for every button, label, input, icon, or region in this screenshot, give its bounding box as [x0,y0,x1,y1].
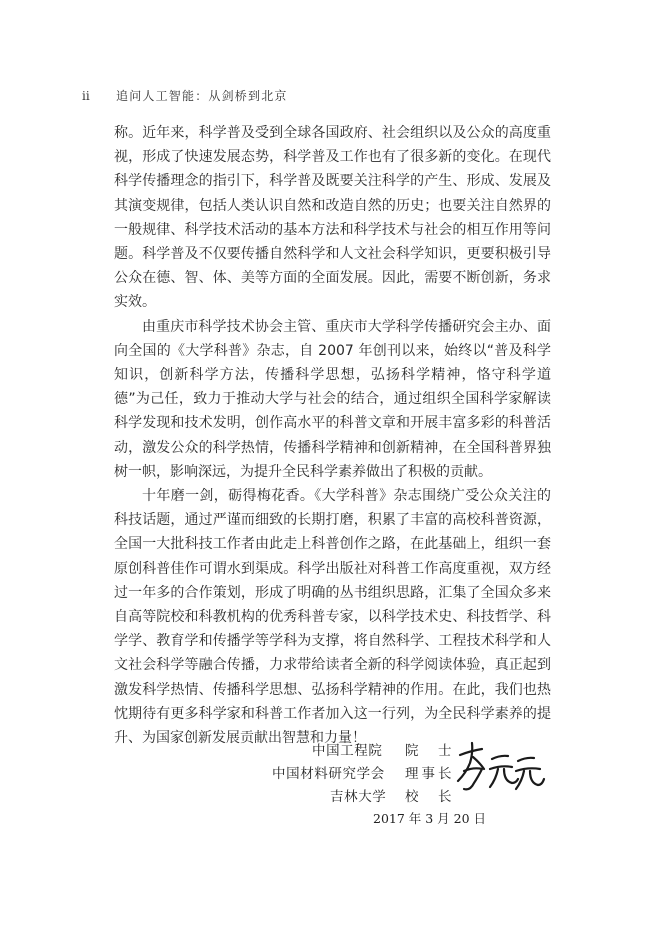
signature-org-1: 中国工程院 [312,743,383,759]
signature-title-1: 院 士 [405,743,455,759]
signature-title-3: 校 长 [405,789,455,805]
paragraph-continuation: 称。近年来，科学普及受到全球各国政府、社会组织以及公众的高度重视，形成了快速发展态势，科学普及工作也有了很多新的变化。在现代科学传播理念的指引下，科学普及既要关注科学的产生、形成、发展及其演变规律，包括人类认识自然和改造自然的历史；也要关注自然界的一般规律、科学技术活动的基本方法和科学技术与社会的相互作用等问题。科学普及不仅要传播自然科学和人文社会科学知识，更要积极引导公众在德、智、体、美等方面的全面发展。因此，需要不断创新，务求实效。 [114,125,551,311]
book-title: 追问人工智能：从剑桥到北京 [116,89,288,103]
page-number: ii [82,89,90,103]
signature-title-2: 理事长 [405,766,455,782]
signature-org-3: 吉林大学 [330,789,387,805]
signature-org-2: 中国材料研究学会 [272,766,385,782]
preface-body [114,121,551,750]
paragraph-magazine: 由重庆市科学技术协会主管、重庆市大学科学传播研究会主办、面向全国的《大学科普》杂志，自 2007 年创刊以来，始终以“普及科学知识，创新科学方法，传播科学思想，弘扬科学精神，恪守科学道德”为己任，致力于推动大学与社会的结合，通过组织全国科学家解读科学发现和技术发明，创作高水平的科普文章和开展丰富多彩的科普活动，激发公众的科学热情，传播科学精神和创新精神，在全国科普界独树一帜，影响深远，为提升全民科学素养做出了积极的贡献。 [114,318,551,480]
paragraph-series: 十年磨一剑，砺得梅花香。《大学科普》杂志围绕广受公众关注的科技话题，通过严谨而细致的长期打磨，积累了丰富的高校科普资源，全国一大批科技工作者由此走上科普创作之路，在此基础上，组织一套原创科普佳作可谓水到渠成。科学出版社对科普工作高度重视，双方经过一年多的合作策划，形成了明确的丛书组织思路，汇集了全国众多来自高等院校和科教机构的优秀科普专家，以科学技术史、科技哲学、科学学、教育学和传播学等学科为支撑，将自然科学、工程技术科学和人文社会科学等融合传播，力求带给读者全新的科学阅读体验，真正起到激发科学热情、传播科学思想、弘扬科学精神的作用。在此，我们也热忱期待有更多科学家和科普工作者加入这一行列，为全民科学素养的提升、为国家创新发展贡献出智慧和力量！ [114,488,551,747]
signature-date: 2017 年 3 月 20 日 [373,811,487,826]
